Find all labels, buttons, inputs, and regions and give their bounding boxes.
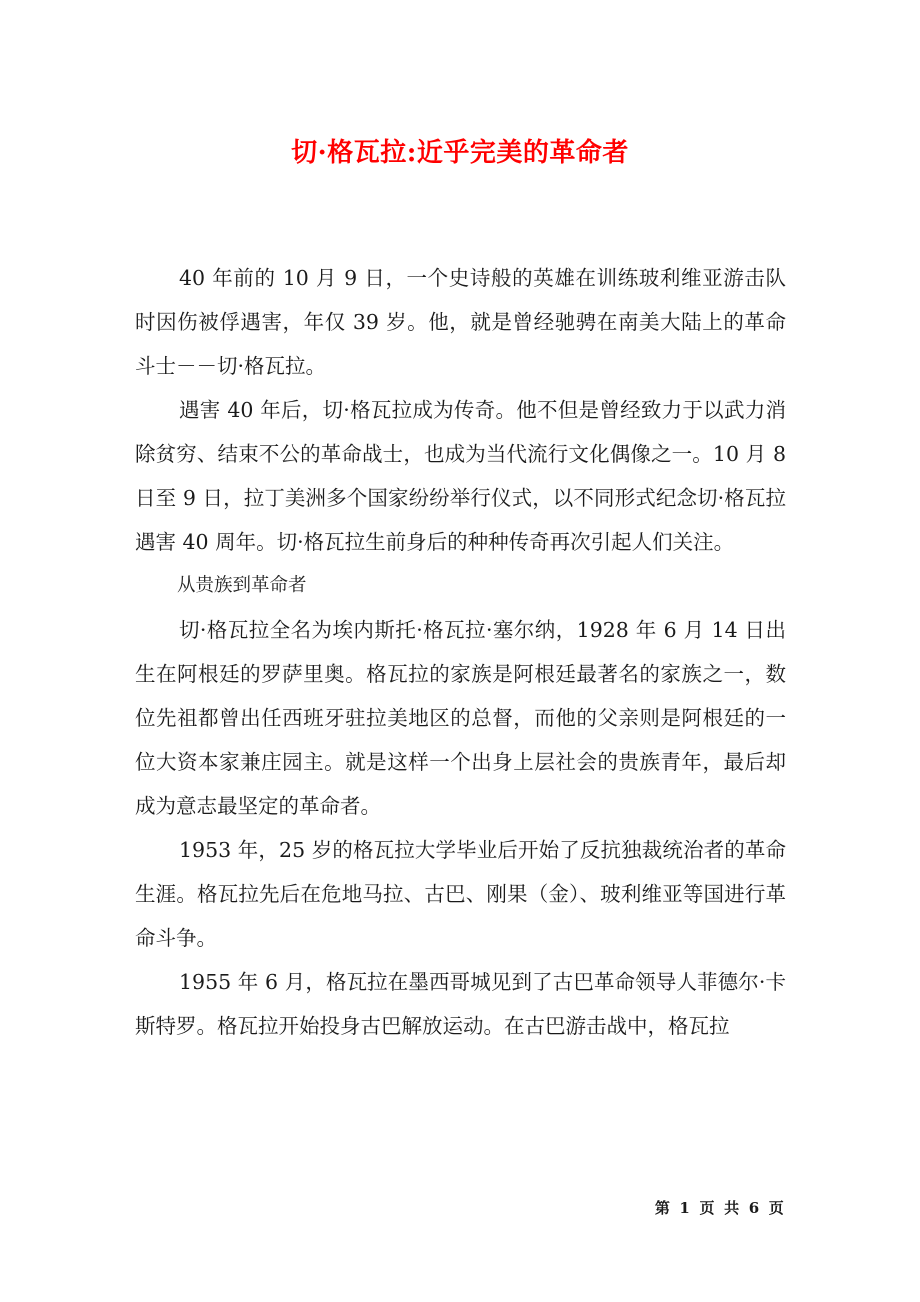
paragraph-5: 1955 年 6 月，格瓦拉在墨西哥城见到了古巴革命领导人菲德尔·卡斯特罗。格瓦拉开始投身古巴解放运动。在古巴游击战中，格瓦拉 [135,970,786,1038]
page-title: 切·格瓦拉:近乎完美的革命者 [291,138,629,169]
paragraph-1: 40 年前的 10 月 9 日，一个史诗般的英雄在训练玻利维亚游击队时因伤被俘遇害，年仅 39 岁。他，就是曾经驰骋在南美大陆上的革命斗士－－切·格瓦拉。 [135,266,786,378]
paragraph-2: 遇害 40 年后，切·格瓦拉成为传奇。他不但是曾经致力于以武力消除贫穷、结束不公的革命战士，也成为当代流行文化偶像之一。10 月 8 日至 9 日，拉丁美洲多个国家纷纷举行仪式，以不同形式纪念切·格瓦拉遇害 40 周年。切·格瓦拉生前身后的种种传奇再次引起人们关注。 [135,398,786,554]
document-body [135,256,786,1048]
section-subheading: 从贵族到革命者 [177,575,307,596]
paragraph-3: 切·格瓦拉全名为埃内斯托·格瓦拉·塞尔纳，1928 年 6 月 14 日出生在阿根廷的罗萨里奥。格瓦拉的家族是阿根廷最著名的家族之一，数位先祖都曾出任西班牙驻拉美地区的总督，而他的父亲则是阿根廷的一位大资本家兼庄园主。就是这样一个出身上层社会的贵族青年，最后却成为意志最坚定的革命者。 [135,618,786,818]
page-footer: 第 1 页 共 6 页 [654,1199,786,1217]
paragraph-4: 1953 年，25 岁的格瓦拉大学毕业后开始了反抗独裁统治者的革命生涯。格瓦拉先后在危地马拉、古巴、刚果（金）、玻利维亚等国进行革命斗争。 [135,838,786,950]
